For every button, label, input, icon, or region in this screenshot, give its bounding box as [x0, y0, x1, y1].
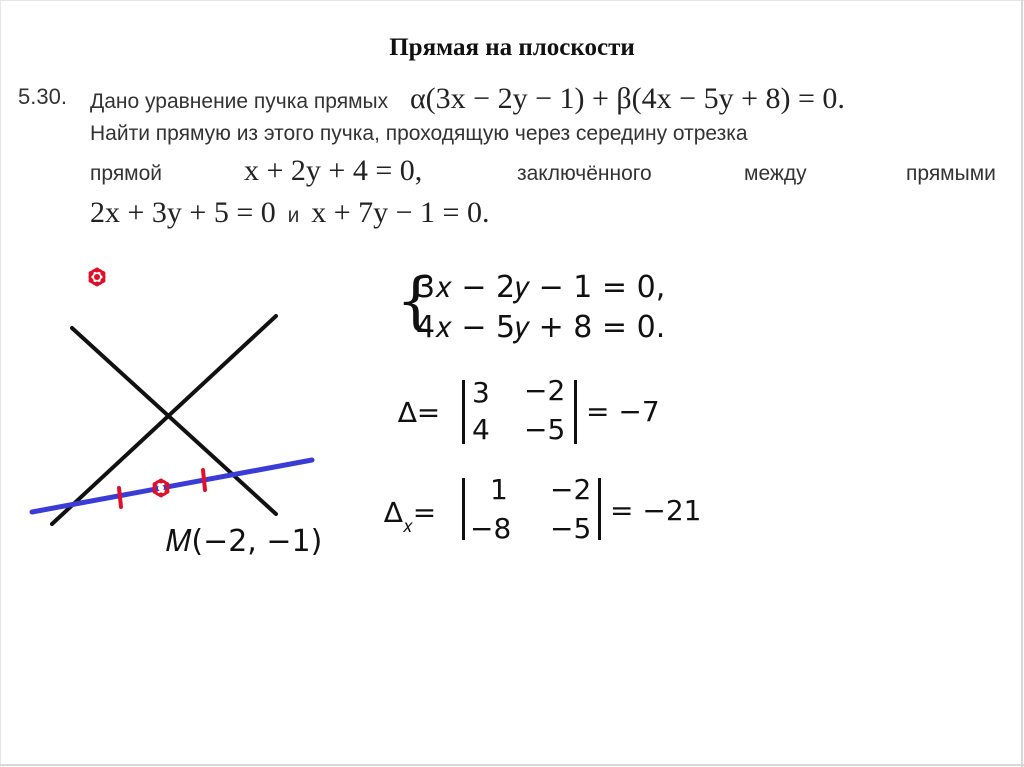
system-equation-2: 4𝑥 − 5𝑦 + 8 = 0.	[416, 310, 666, 345]
problem-number: 5.30.	[18, 84, 67, 109]
det-x-eq: =	[412, 496, 437, 529]
det-label: ∆=	[398, 396, 441, 429]
problem-line-3-word: заключённого	[517, 162, 652, 185]
det-cell: −8	[470, 512, 512, 545]
boundary-line-2-equation: x + 7y − 1 = 0.	[311, 196, 490, 229]
det-bar-left	[462, 478, 465, 540]
det-x-label	[384, 496, 437, 537]
det-cell: −5	[524, 413, 566, 446]
page-title: Прямая на плоскости	[389, 34, 635, 61]
det-bar-left	[462, 380, 465, 444]
problem-line-2-text: Найти прямую из этого пучка, проходящую через середину отрезка	[90, 122, 748, 145]
det-x-delta: ∆	[384, 496, 403, 529]
equal-segment-tick	[119, 488, 121, 507]
problem-line-3-word: между	[744, 162, 807, 185]
det-bar-right	[574, 380, 577, 444]
bundle-equation: α(3x − 2y − 1) + β(4x − 5y + 8) = 0.	[409, 82, 845, 115]
det-cell: 4	[472, 413, 490, 446]
problem-line-3-word: прямыми	[906, 162, 996, 185]
equal-segment-tick	[203, 470, 205, 490]
det-x-result: = −21	[610, 494, 702, 527]
segment-line-equation: x + 2y + 4 = 0,	[244, 154, 423, 187]
conjunction: и	[287, 204, 300, 227]
det-cell: 3	[472, 376, 490, 409]
det-result: = −7	[586, 395, 660, 428]
flower-icon	[89, 268, 106, 287]
problem-line-3-prefix: прямой	[90, 162, 163, 185]
det-x-subscript: 𝑥	[402, 516, 413, 537]
system-brace: {	[396, 264, 436, 337]
det-bar-right	[598, 478, 601, 540]
det-cell: 1	[490, 473, 508, 506]
det-cell: −5	[550, 512, 592, 545]
point-label: 𝑀(−2, −1)	[166, 524, 323, 559]
boundary-line-1-equation: 2x + 3y + 5 = 0	[90, 196, 276, 229]
det-cell: −2	[550, 473, 592, 506]
flower-icon	[153, 479, 170, 498]
system-equation-1: 3𝑥 − 2𝑦 − 1 = 0,	[416, 270, 666, 305]
segment-line	[32, 460, 312, 512]
problem-line-1-text: Дано уравнение пучка прямых	[90, 90, 389, 113]
det-cell: −2	[524, 374, 566, 407]
